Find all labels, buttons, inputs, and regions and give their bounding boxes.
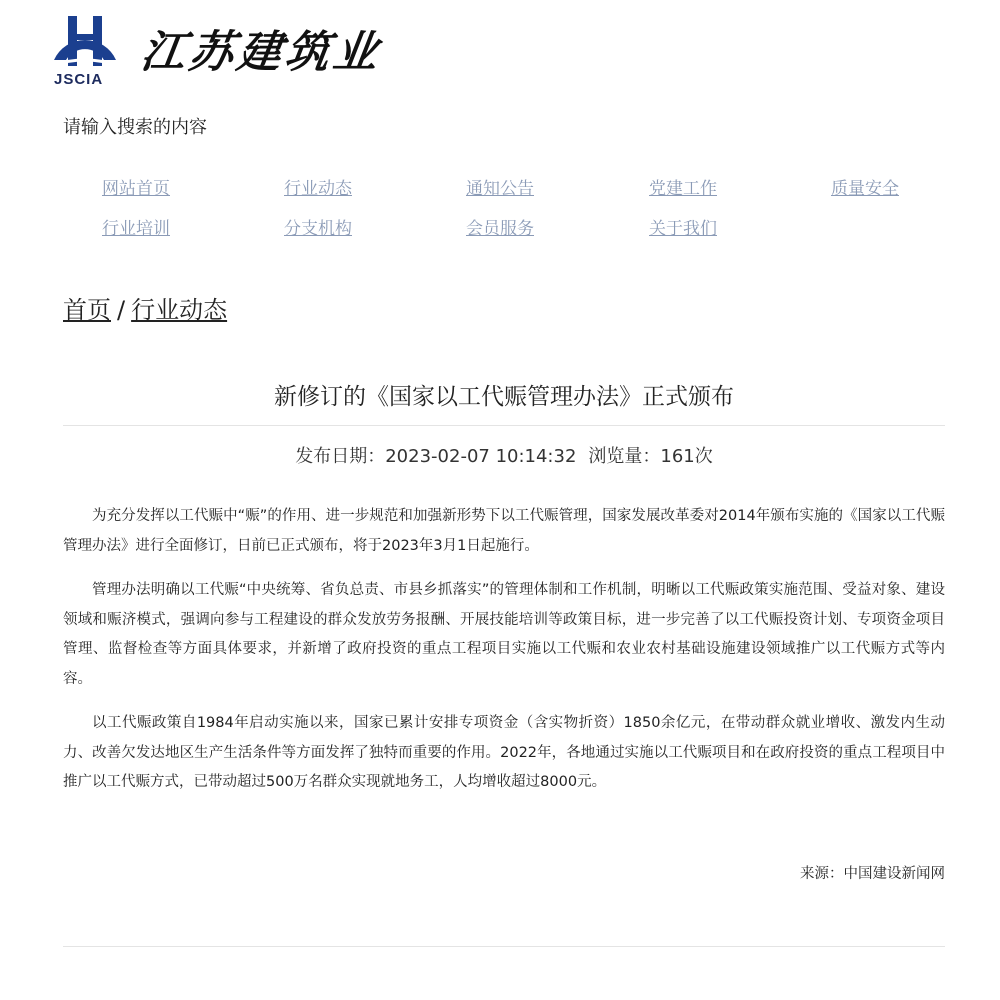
nav-item-member-services[interactable]: 会员服务	[466, 219, 534, 239]
logo-wordmark: 江苏建筑业	[137, 27, 385, 78]
search-prompt[interactable]: 请输入搜索的内容	[63, 117, 207, 138]
nav-item-industry-news[interactable]: 行业动态	[284, 179, 352, 199]
article-paragraph: 为充分发挥以工代赈中“赈”的作用、进一步规范和加强新形势下以工代赈管理，国家发展改革委对2014年颁布实施的《国家以工代赈管理办法》进行全面修订，日前已正式颁布，将于2023年3月1日起施行。	[63, 508, 945, 554]
article-source: 来源：中国建设新闻网	[800, 866, 945, 882]
article-meta	[63, 442, 945, 468]
breadcrumb	[63, 290, 227, 325]
logo-abbreviation: JSCIA	[54, 71, 104, 88]
breadcrumb-home-link[interactable]: 首页	[63, 296, 111, 324]
view-count: 161次	[660, 446, 713, 467]
article-paragraph: 以工代赈政策自1984年启动实施以来，国家已累计安排专项资金（含实物折资）1850余亿元，在带动群众就业增收、激发内生动力、改善欠发达地区生产生活条件等方面发挥了独特而重要的作用。2022年，各地通过实施以工代赈项目和在政府投资的重点工程项目中推广以工代赈方式，已带动超过500万名群众实现就地务工，人均增收超过8000元。	[63, 715, 945, 790]
title-divider	[63, 425, 945, 426]
jscia-emblem-icon	[46, 10, 124, 72]
breadcrumb-current-link[interactable]: 行业动态	[131, 296, 228, 324]
nav-item-party-work[interactable]: 党建工作	[649, 179, 717, 199]
nav-item-about-us[interactable]: 关于我们	[649, 219, 717, 239]
article-body	[63, 502, 945, 813]
nav-item-home[interactable]: 网站首页	[102, 179, 170, 199]
publish-date-label: 发布日期：	[295, 446, 386, 467]
article-paragraph: 管理办法明确以工代赈“中央统筹、省负总责、市县乡抓落实”的管理体制和工作机制，明晰以工代赈政策实施范围、受益对象、建设领域和赈济模式，强调向参与工程建设的群众发放劳务报酬、开展技能培训等政策目标，进一步完善了以工代赈投资计划、专项资金项目管理、监督检查等方面具体要求，并新增了政府投资的重点工程项目实施以工代赈和农业农村基础设施建设领域推广以工代赈方式等内容。	[63, 582, 945, 687]
publish-date: 2023-02-07 10:14:32	[385, 446, 577, 467]
nav-item-notices[interactable]: 通知公告	[466, 179, 534, 199]
breadcrumb-separator: /	[117, 296, 126, 324]
views-label: 浏览量：	[588, 446, 661, 467]
article-title: 新修订的《国家以工代赈管理办法》正式颁布	[274, 384, 734, 410]
nav-item-branches[interactable]: 分支机构	[284, 219, 352, 239]
site-logo[interactable]	[46, 10, 396, 86]
nav-item-training[interactable]: 行业培训	[102, 219, 170, 239]
footer-divider	[63, 946, 945, 947]
nav-item-quality-safety[interactable]: 质量安全	[831, 179, 899, 199]
